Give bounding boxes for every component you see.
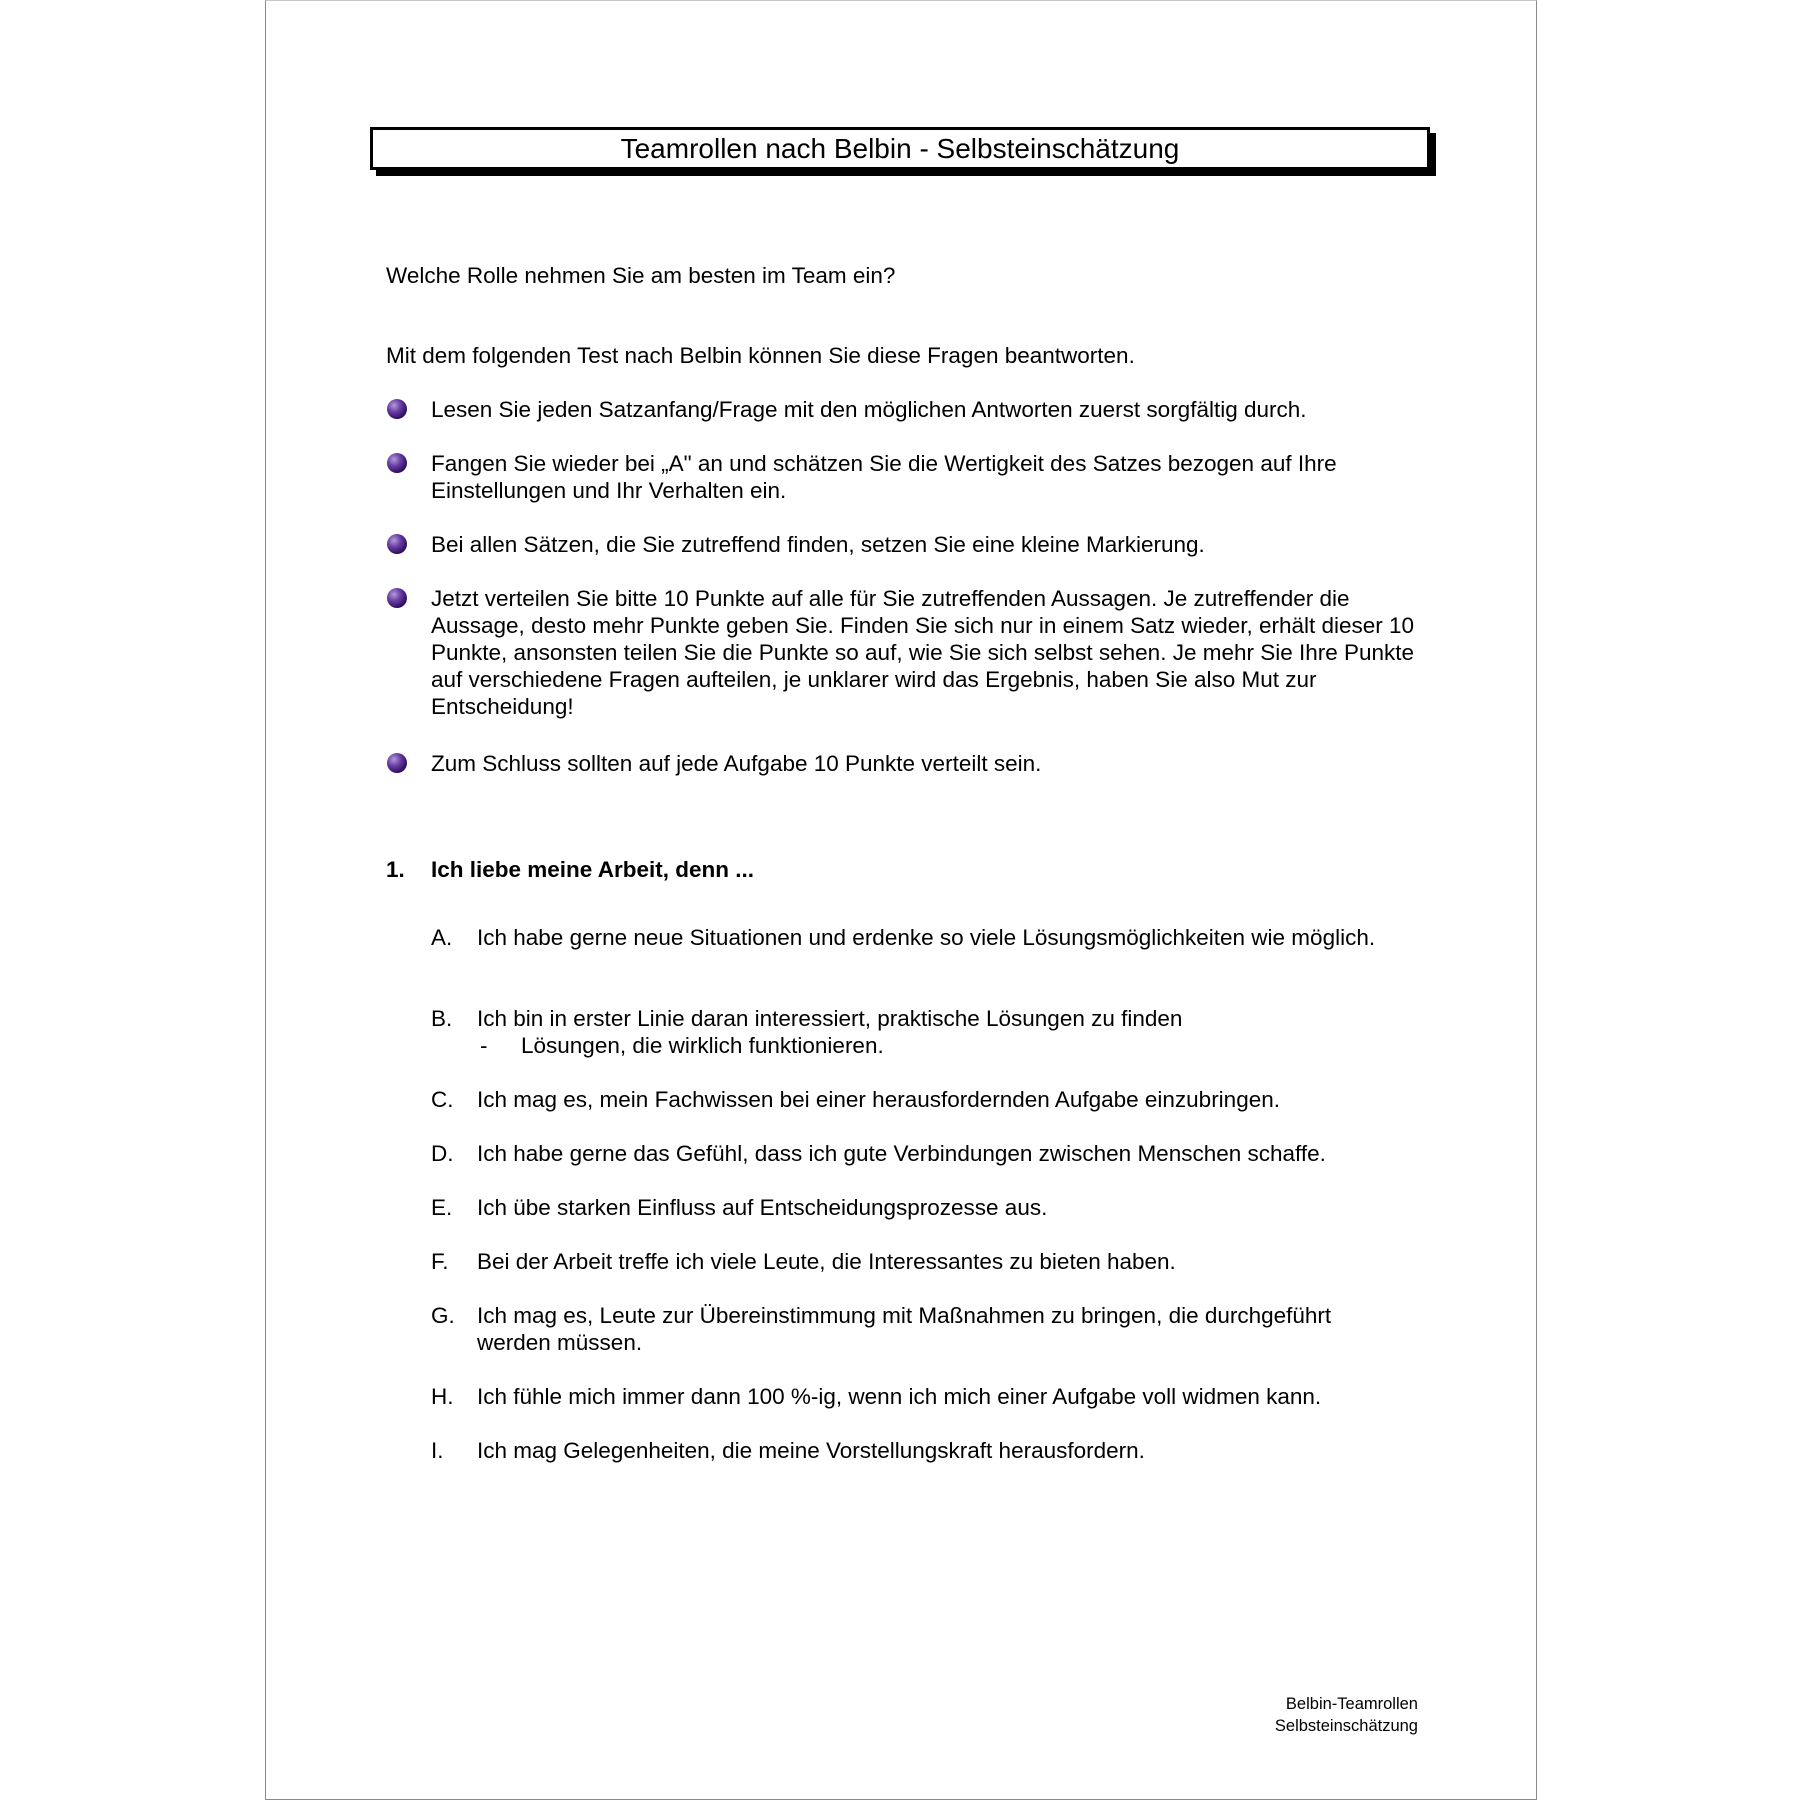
test-intro: Mit dem folgenden Test nach Belbin können Sie diese Fragen beantworten.: [386, 343, 1135, 368]
option-text: Ich bin in erster Linie daran interessiert, praktische Lösungen zu finden: [477, 1006, 1183, 1031]
bullet-icon: [387, 399, 407, 419]
option-letter: H.: [431, 1384, 454, 1409]
option-text: Ich mag Gelegenheiten, die meine Vorstellungskraft herausfordern.: [477, 1438, 1145, 1463]
option-letter: E.: [431, 1195, 453, 1220]
instruction-3: Bei allen Sätzen, die Sie zutreffend finden, setzen Sie eine kleine Markierung.: [431, 532, 1205, 557]
instruction-4: Jetzt verteilen Sie bitte 10 Punkte auf alle für Sie zutreffenden Aussagen. Je zutreffender die Aussage, desto mehr Punkte geben Sie. Finden Sie sich nur in einem Satz wieder, erhält dieser 10 Punkte, ansonsten teilen Sie die Punkte so auf, wie Sie sich selbst sehen. Je mehr Sie Ihre Punkte auf verschiedene Fragen aufteilen, je unklarer wird das Ergebnis, haben Sie also Mut zur Entscheidung!: [431, 586, 1415, 719]
option-letter: G.: [431, 1303, 455, 1328]
title-frame: [370, 127, 1430, 170]
footer-line-1: Belbin-Teamrollen: [1285, 1695, 1418, 1713]
option-sub-dash: -: [480, 1033, 488, 1058]
page-title: Teamrollen nach Belbin - Selbsteinschätzung: [370, 127, 1430, 170]
document-page: [265, 0, 1537, 1800]
option-text: Ich mag es, mein Fachwissen bei einer herausfordernden Aufgabe einzubringen.: [477, 1087, 1280, 1112]
instruction-1: Lesen Sie jeden Satzanfang/Frage mit den möglichen Antworten zuerst sorgfältig durch.: [431, 397, 1307, 422]
option-sub-text: Lösungen, die wirklich funktionieren.: [521, 1033, 884, 1058]
option-text: Ich mag es, Leute zur Übereinstimmung mit Maßnahmen zu bringen, die durchgeführt werden müssen.: [477, 1303, 1332, 1355]
bullet-icon: [387, 588, 407, 608]
question-intro: Welche Rolle nehmen Sie am besten im Team ein?: [386, 263, 896, 288]
bullet-icon: [387, 753, 407, 773]
option-text: Ich habe gerne neue Situationen und erdenke so viele Lösungsmöglichkeiten wie möglich.: [477, 925, 1376, 950]
question-number: 1.: [386, 857, 405, 882]
bullet-icon: [387, 534, 407, 554]
page-footer: [1275, 1693, 1418, 1737]
option-letter: C.: [431, 1087, 454, 1112]
option-text: Ich fühle mich immer dann 100 %-ig, wenn ich mich einer Aufgabe voll widmen kann.: [477, 1384, 1322, 1409]
instruction-5: Zum Schluss sollten auf jede Aufgabe 10 Punkte verteilt sein.: [431, 751, 1042, 776]
option-letter: B.: [431, 1006, 453, 1031]
option-letter: F.: [431, 1249, 449, 1274]
option-text: Ich übe starken Einfluss auf Entscheidungsprozesse aus.: [477, 1195, 1048, 1220]
question-text: Ich liebe meine Arbeit, denn ...: [431, 857, 754, 882]
footer-line-2: Selbsteinschätzung: [1274, 1717, 1418, 1735]
option-letter: A.: [431, 925, 453, 950]
option-letter: D.: [431, 1141, 454, 1166]
option-text: Ich habe gerne das Gefühl, dass ich gute Verbindungen zwischen Menschen schaffe.: [477, 1141, 1326, 1166]
option-letter: I.: [431, 1438, 444, 1463]
instruction-2: Fangen Sie wieder bei „A" an und schätzen Sie die Wertigkeit des Satzes bezogen auf Ihre Einstellungen und Ihr Verhalten ein.: [431, 451, 1337, 503]
bullet-icon: [387, 453, 407, 473]
option-text: Bei der Arbeit treffe ich viele Leute, die Interessantes zu bieten haben.: [477, 1249, 1176, 1274]
